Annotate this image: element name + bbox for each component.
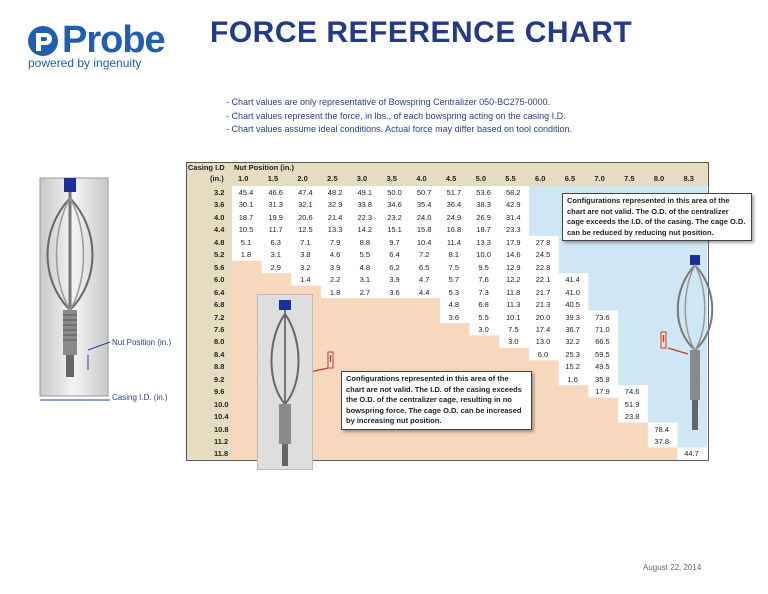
force-value-cell: 25.3	[565, 349, 580, 359]
nut-position-header-cell: 6.0	[535, 174, 546, 183]
force-value-cell: 16.8	[446, 225, 462, 235]
force-value-cell: 32.9	[327, 200, 343, 210]
force-value-cell: 3.0	[478, 324, 489, 334]
force-value-cell: 33.8	[357, 200, 373, 210]
force-value-cell: 13.3	[327, 225, 343, 235]
casing-id-row-label: 7.6	[214, 324, 225, 334]
force-value-cell: 19.9	[268, 212, 283, 222]
casing-id-header: Casing I.D	[188, 163, 225, 172]
nut-position-header: Nut Position (in.)	[234, 163, 294, 172]
force-value-cell: 3.6	[389, 287, 400, 297]
nut-position-header-cell: 5.0	[475, 174, 487, 183]
force-value-cell: 4.8	[448, 300, 460, 310]
force-value-cell: 6.5	[418, 262, 430, 272]
probe-logo-mark-icon	[26, 24, 60, 58]
force-value-cell: 50.0	[387, 188, 402, 197]
force-value-cell: 73.6	[595, 312, 610, 322]
casing-id-row-label: 4.4	[214, 225, 225, 235]
casing-id-row-label: 6.8	[214, 300, 225, 310]
document-date: August 22, 2014	[643, 563, 702, 572]
casing-id-row-label: 8.8	[214, 362, 225, 372]
force-value-cell: 41.4	[565, 275, 580, 285]
force-value-cell: 3.9	[329, 262, 341, 272]
force-value-cell: 10.5	[238, 225, 254, 235]
force-value-cell: 2.9	[270, 262, 281, 272]
force-value-cell: 36.7	[565, 324, 580, 334]
force-value-cell: 31.3	[268, 200, 283, 210]
force-value-cell: 11.7	[268, 225, 283, 235]
centralizer-inset-illustration	[257, 294, 313, 470]
nut-position-header-cell: 2.0	[297, 174, 308, 183]
force-value-cell: 58.2	[505, 188, 521, 197]
force-value-cell: 13.3	[476, 237, 491, 247]
nut-position-header-cell: 2.5	[327, 174, 338, 183]
force-value-cell: 7.3	[478, 287, 489, 297]
force-value-cell: 3.0	[508, 337, 519, 347]
force-value-cell: 15.2	[565, 362, 580, 372]
force-value-cell: 3.1	[359, 275, 371, 285]
force-value-cell: 14.2	[357, 225, 373, 235]
force-value-cell: 30.1	[238, 200, 254, 210]
chart-notes	[226, 96, 572, 137]
force-value-cell: 21.7	[535, 287, 551, 297]
force-value-cell: 21.4	[327, 212, 343, 222]
force-value-cell: 38.3	[476, 200, 491, 210]
nut-position-header-cell: 7.0	[594, 174, 605, 183]
casing-id-row-label: 9.6	[214, 387, 225, 397]
note-item: - Chart values are only representative of Bowspring Centralizer 050-BC275-0000.	[226, 96, 572, 110]
force-value-cell: 23.8	[624, 412, 640, 422]
nut-position-header-cell: 3.0	[356, 174, 368, 183]
force-value-cell: 6.2	[389, 262, 400, 272]
nut-position-header-cell: 5.5	[505, 174, 516, 183]
force-value-cell: 53.6	[476, 188, 491, 197]
force-value-cell: 23.3	[505, 225, 521, 235]
force-value-cell: 2.7	[359, 287, 371, 297]
force-value-cell: 8.8	[359, 237, 371, 247]
force-value-cell: 24.9	[446, 212, 462, 222]
force-value-cell: 6.3	[270, 237, 281, 247]
force-value-cell: 5.1	[240, 237, 252, 247]
brand-tagline: powered by ingenuity	[28, 56, 142, 70]
casing-id-unit: (in.)	[210, 174, 224, 183]
casing-id-row-label: 5.6	[214, 262, 225, 272]
nut-position-header-cell: 1.5	[267, 174, 279, 183]
force-value-cell: 3.6	[448, 312, 460, 322]
force-value-cell: 37.8	[654, 437, 670, 446]
force-value-cell: 31.4	[505, 212, 521, 222]
force-value-cell: 11.4	[446, 237, 461, 247]
casing-id-row-label: 5.2	[214, 250, 225, 260]
nut-position-header-cell: 4.5	[445, 174, 457, 183]
force-value-cell: 27.8	[535, 237, 551, 247]
brand-name: Probe	[62, 19, 165, 61]
nut-position-header-cell: 7.5	[624, 174, 635, 183]
note-item: - Chart values represent the force, in lbs., of each bowspring acting on the casing I.D.	[226, 110, 572, 124]
force-value-cell: 12.2	[505, 275, 521, 285]
casing-id-row-label: 6.4	[214, 287, 225, 297]
force-value-cell: 50.7	[416, 188, 432, 197]
force-value-cell: 51.7	[446, 188, 462, 197]
force-value-cell: 12.9	[505, 262, 521, 272]
note-item: - Chart values assume ideal conditions. Actual force may differ based on tool condition.	[226, 123, 572, 137]
nut-position-header-cell: 6.5	[564, 174, 576, 183]
force-value-cell: 71.0	[595, 324, 610, 334]
casing-id-row-label: 11.2	[214, 437, 229, 446]
force-value-cell: 7.5	[448, 262, 460, 272]
force-value-cell: 5.7	[448, 275, 460, 285]
force-value-cell: 24.0	[416, 212, 432, 222]
casing-id-row-label: 4.8	[214, 237, 225, 247]
force-value-cell: 11.3	[506, 300, 521, 310]
force-value-cell: 10.4	[416, 237, 432, 247]
force-value-cell: 40.5	[565, 300, 580, 310]
force-value-cell: 35.8	[595, 374, 610, 384]
force-value-cell: 7.9	[329, 237, 341, 247]
force-value-cell: 34.6	[387, 200, 402, 210]
force-value-cell: 7.5	[508, 324, 519, 334]
invalid-area-note-upper: Configurations represented in this area of the chart are not valid. The O.D. of the centralizer cage exceeds the I.D. of the casing. The cage O.D. can be reduced by reducing nut position.	[562, 193, 752, 241]
casing-id-row-label: 8.4	[214, 349, 225, 359]
force-value-cell: 44.7	[684, 449, 699, 459]
force-value-cell: 5.3	[448, 287, 460, 297]
force-value-cell: 47.4	[298, 188, 313, 197]
force-value-cell: 45.4	[238, 188, 254, 197]
force-value-cell: 10.1	[505, 312, 521, 322]
casing-id-row-label: 10.4	[214, 412, 229, 422]
force-value-cell: 17.4	[535, 324, 551, 334]
force-value-cell: 17.9	[505, 237, 521, 247]
force-value-cell: 66.5	[595, 337, 610, 347]
casing-id-row-label: 7.2	[214, 312, 225, 322]
force-value-cell: 5.5	[478, 312, 489, 322]
centralizer-casing-diagram	[30, 170, 200, 410]
force-value-cell: 20.6	[298, 212, 313, 222]
force-value-cell: 12.5	[298, 225, 313, 235]
force-value-cell: 21.3	[535, 300, 551, 310]
invalid-area-note-lower: Configurations represented in this area of the chart are not valid. The I.D. of the casing exceeds the O.D. of the centralizer cage, resulting in no bowspring force. The cage O.D. can be increased by increasing nut position.	[341, 371, 532, 430]
casing-id-row-label: 6.0	[214, 275, 225, 285]
probe-logo	[26, 18, 166, 70]
force-value-cell: 15.8	[416, 225, 432, 235]
force-value-cell: 9.7	[389, 237, 400, 247]
force-value-cell: 74.6	[624, 387, 640, 397]
casing-id-row-label: 4.0	[214, 212, 225, 222]
force-value-cell: 22.8	[535, 262, 551, 272]
force-value-cell: 1.6	[567, 374, 578, 384]
force-value-cell: 11.8	[506, 287, 521, 297]
force-value-cell: 1.4	[300, 275, 311, 285]
nut-position-header-cell: 4.0	[416, 174, 427, 183]
force-value-cell: 23.2	[387, 212, 402, 222]
casing-id-row-label: 11.8	[214, 449, 229, 459]
force-value-cell: 6.4	[389, 250, 400, 260]
page-title: FORCE REFERENCE CHART	[210, 16, 633, 49]
invalid-region-cell	[232, 273, 291, 285]
force-value-cell: 3.8	[300, 250, 311, 260]
force-value-cell: 18.7	[238, 212, 254, 222]
force-value-cell: 10.0	[476, 250, 491, 260]
force-value-cell: 35.4	[416, 200, 432, 210]
force-value-cell: 8.1	[448, 250, 460, 260]
force-value-cell: 42.9	[505, 200, 521, 210]
force-value-cell: 6.0	[537, 349, 549, 359]
force-value-cell: 17.9	[595, 387, 610, 397]
force-value-cell: 49.5	[595, 362, 610, 372]
nut-position-header-cell: 8.3	[683, 174, 694, 183]
casing-id-label: Casing I.D. (in.)	[112, 393, 168, 402]
casing-id-row-label: 3.6	[214, 200, 225, 210]
force-value-cell: 46.6	[268, 188, 283, 197]
force-value-cell: 3.2	[300, 262, 311, 272]
force-value-cell: 48.2	[327, 188, 343, 197]
nut-position-header-cell: 3.5	[386, 174, 397, 183]
force-value-cell: 15.1	[387, 225, 402, 235]
force-value-cell: 4.4	[418, 287, 430, 297]
force-value-cell: 36.4	[446, 200, 462, 210]
force-value-cell: 9.5	[478, 262, 489, 272]
force-value-cell: 49.1	[357, 188, 373, 197]
force-value-cell: 14.6	[505, 250, 521, 260]
force-value-cell: 4.8	[359, 262, 371, 272]
force-value-cell: 7.6	[478, 275, 489, 285]
force-value-cell: 2.2	[329, 275, 341, 285]
force-value-cell: 6.8	[478, 300, 489, 310]
force-value-cell: 4.7	[418, 275, 430, 285]
force-value-cell: 51.9	[624, 399, 640, 409]
casing-id-row-label: 8.0	[214, 337, 225, 347]
force-value-cell: 1.8	[240, 250, 252, 260]
force-value-cell: 39.3	[565, 312, 580, 322]
force-value-cell: 22.1	[535, 275, 551, 285]
force-value-cell: 41.0	[565, 287, 580, 297]
nut-position-header-cell: 1.0	[238, 174, 249, 183]
force-value-cell: 59.5	[595, 349, 610, 359]
force-value-cell: 32.2	[565, 337, 580, 347]
force-value-cell: 4.6	[329, 250, 341, 260]
casing-id-row-label: 10.8	[214, 424, 229, 434]
invalid-region-cell	[232, 261, 262, 273]
force-value-cell: 32.1	[298, 200, 313, 210]
force-value-cell: 20.0	[535, 312, 551, 322]
force-value-cell: 26.9	[476, 212, 491, 222]
force-value-cell: 18.7	[476, 225, 491, 235]
casing-id-row-label: 9.2	[214, 374, 225, 384]
nut-position-label: Nut Position (in.)	[112, 338, 172, 347]
force-value-cell: 3.1	[270, 250, 281, 260]
force-value-cell: 22.3	[357, 212, 373, 222]
casing-id-row-label: 3.2	[214, 188, 225, 197]
force-value-cell: 3.9	[389, 275, 400, 285]
force-value-cell: 78.4	[654, 424, 670, 434]
force-value-cell: 7.2	[418, 250, 430, 260]
force-value-cell: 5.5	[359, 250, 371, 260]
nut-position-header-cell: 8.0	[653, 174, 665, 183]
force-value-cell: 24.5	[535, 250, 551, 260]
force-value-cell: 13.0	[535, 337, 551, 347]
warning-marker-icon	[658, 330, 692, 358]
force-value-cell: 7.1	[300, 237, 311, 247]
casing-id-row-label: 10.0	[214, 399, 229, 409]
force-value-cell: 1.8	[329, 287, 341, 297]
